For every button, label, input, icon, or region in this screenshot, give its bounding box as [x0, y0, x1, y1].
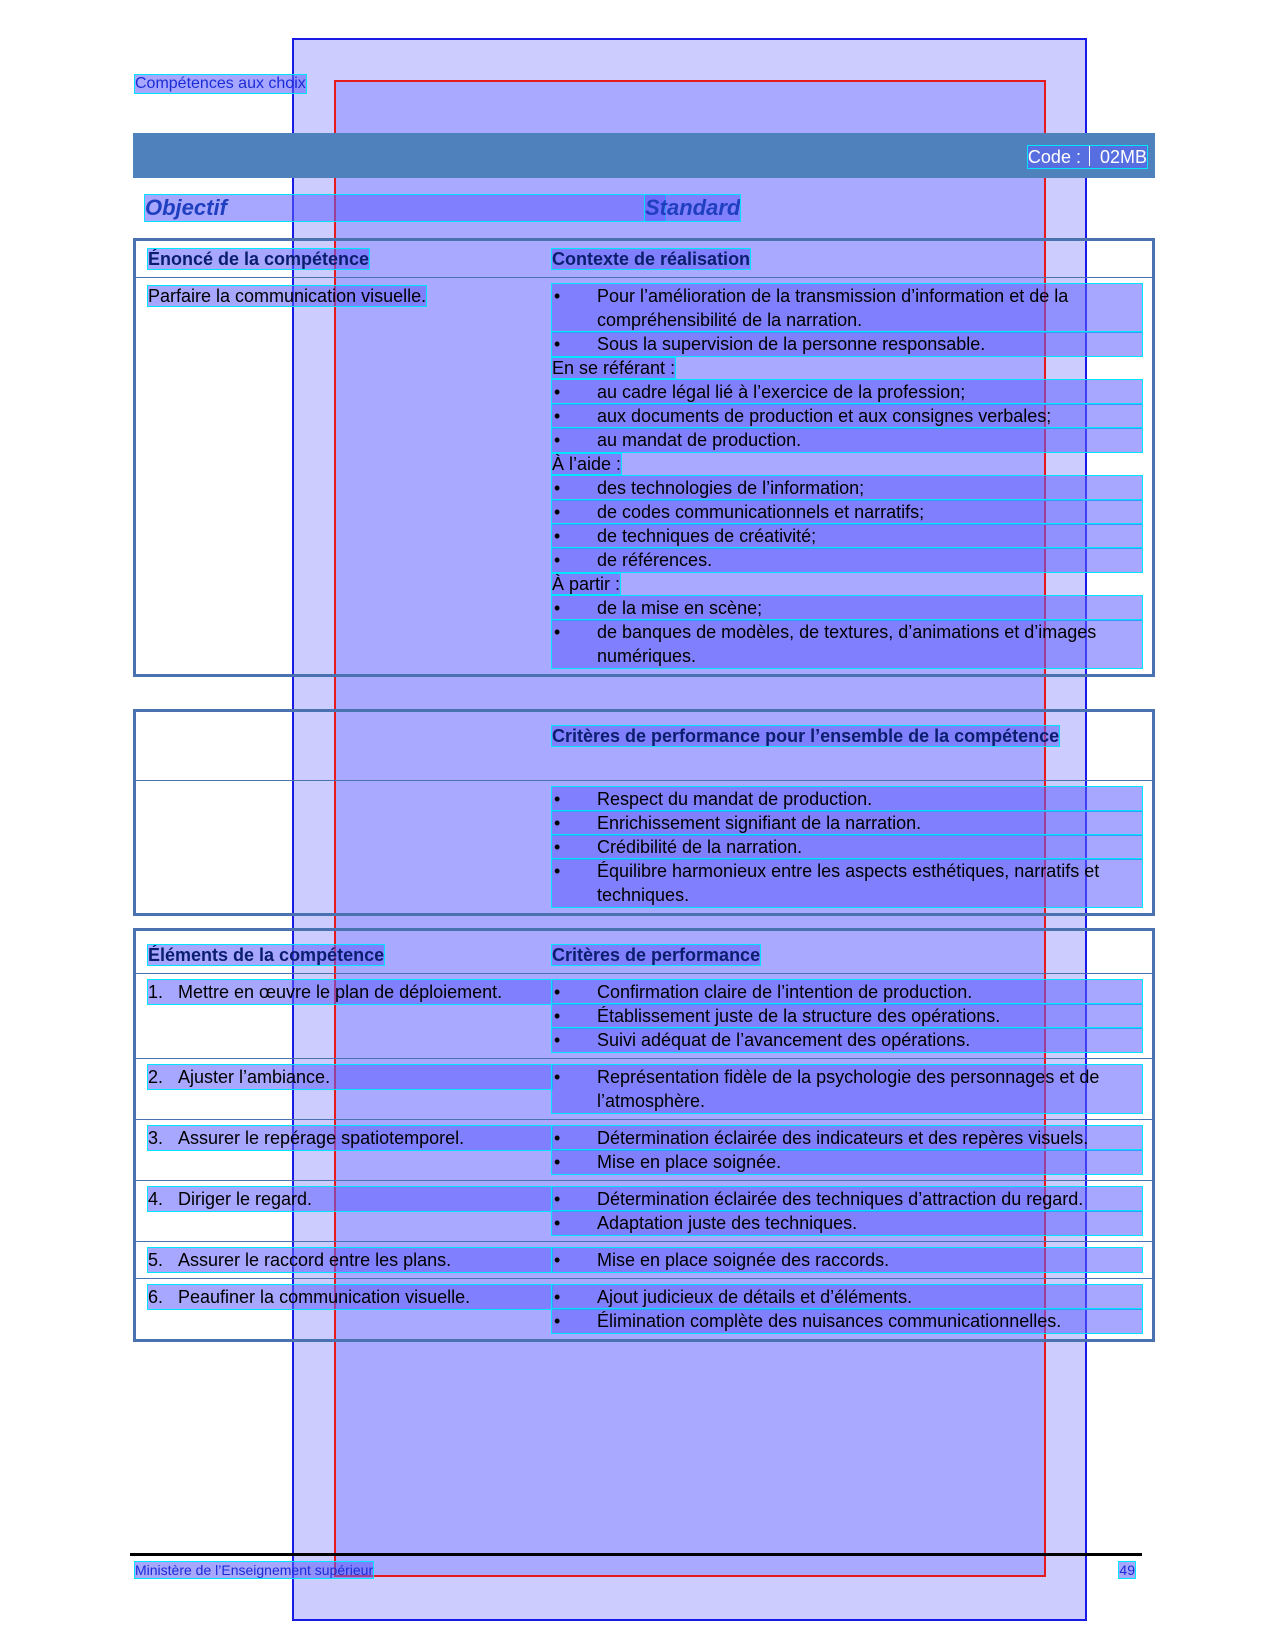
- list-item: • de références.: [552, 548, 1142, 572]
- list-item: • Suivi adéquat de l’avancement des opérations.: [552, 1028, 1142, 1052]
- overall-criteria-header: Critères de performance pour l’ensemble de la compétence: [552, 726, 1060, 746]
- list-item: • Confirmation claire de l’intention de production.: [552, 980, 1142, 1004]
- list-item: • Élimination complète des nuisances communicationnelles.: [552, 1309, 1142, 1333]
- list-item: • aux documents de production et aux consignes verbales;: [552, 404, 1142, 428]
- context-cell: [552, 278, 1154, 676]
- table-row: [135, 1181, 1154, 1242]
- code-label-text: Code :: [1027, 147, 1081, 167]
- element-4: 4. Diriger le regard.: [148, 1187, 552, 1211]
- overall-criteria-table: [133, 709, 1155, 916]
- table-row: [135, 1242, 1154, 1279]
- element-5: 5. Assurer le raccord entre les plans.: [148, 1248, 552, 1272]
- footer-ministry: Ministère de l’Enseignement supérieur: [135, 1562, 374, 1578]
- table-header-row: [135, 240, 1154, 278]
- element-1: 1. Mettre en œuvre le plan de déploiement.: [148, 980, 552, 1004]
- list-item: • Établissement juste de la structure des opérations.: [552, 1004, 1142, 1028]
- list-item: • Sous la supervision de la personne responsable.: [552, 332, 1142, 356]
- section-header: Compétences aux choix: [135, 75, 306, 92]
- elements-criteria-table: [133, 928, 1155, 1342]
- intro-partir: À partir :: [552, 574, 621, 594]
- list-item: • Représentation fidèle de la psychologie des personnages et de l’atmosphère.: [552, 1065, 1142, 1113]
- element-6: 6. Peaufiner la communication visuelle.: [148, 1285, 552, 1309]
- list-item: • Détermination éclairée des indicateurs et des repères visuels.: [552, 1126, 1142, 1150]
- elements-header: Éléments de la compétence: [148, 945, 385, 965]
- table-row: [135, 1279, 1154, 1341]
- list-item: • de codes communicationnels et narratifs;: [552, 500, 1142, 524]
- code-banner: [133, 133, 1155, 178]
- table-row: [135, 781, 1154, 915]
- list-item: • Crédibilité de la narration.: [552, 835, 1142, 859]
- list-item: • au mandat de production.: [552, 428, 1142, 452]
- code-value: 02MB: [1099, 147, 1147, 167]
- list-item: • Enrichissement signifiant de la narration.: [552, 811, 1142, 835]
- competence-context-table: [133, 238, 1155, 677]
- overall-criteria-cell: [552, 781, 1154, 915]
- list-item: • Équilibre harmonieux entre les aspects esthétiques, narratifs et techniques.: [552, 859, 1142, 907]
- list-item: • Mise en place soignée des raccords.: [552, 1248, 1142, 1272]
- code-separator: [1089, 146, 1090, 166]
- element-3: 3. Assurer le repérage spatiotemporel.: [148, 1126, 552, 1150]
- objective-label: Objectif: [145, 195, 665, 221]
- list-item: • Pour l’amélioration de la transmission d’information et de la compréhensibilité de la narration.: [552, 284, 1142, 332]
- criteria-header: Critères de performance: [552, 945, 761, 965]
- table-row: [135, 974, 1154, 1059]
- intro-referant: En se référant :: [552, 358, 676, 378]
- table-row: [135, 1120, 1154, 1181]
- list-item: • Respect du mandat de production.: [552, 787, 1142, 811]
- page-number: 49: [1119, 1562, 1135, 1578]
- code-label: [1028, 146, 1147, 168]
- list-item: • Adaptation juste des techniques.: [552, 1211, 1142, 1235]
- list-item: • des technologies de l’information;: [552, 476, 1142, 500]
- list-item: • Détermination éclairée des techniques d’attraction du regard.: [552, 1187, 1142, 1211]
- list-item: • de banques de modèles, de textures, d’animations et d’images numériques.: [552, 620, 1142, 668]
- context-header: Contexte de réalisation: [552, 249, 751, 269]
- table-header-row: [135, 930, 1154, 974]
- statement-header: Énoncé de la compétence: [148, 249, 370, 269]
- list-item: • Mise en place soignée.: [552, 1150, 1142, 1174]
- table-header-row: [135, 711, 1154, 781]
- footer-divider: [130, 1553, 1142, 1556]
- list-item: • au cadre légal lié à l’exercice de la profession;: [552, 380, 1142, 404]
- list-item: • de la mise en scène;: [552, 596, 1142, 620]
- competence-statement: Parfaire la communication visuelle.: [148, 286, 427, 306]
- table-row: [135, 278, 1154, 676]
- standard-label: Standard: [645, 195, 741, 220]
- intro-aide: À l’aide :: [552, 454, 622, 474]
- list-item: • de techniques de créativité;: [552, 524, 1142, 548]
- table-row: [135, 1059, 1154, 1120]
- element-2: 2. Ajuster l’ambiance.: [148, 1065, 552, 1089]
- list-item: • Ajout judicieux de détails et d’éléments.: [552, 1285, 1142, 1309]
